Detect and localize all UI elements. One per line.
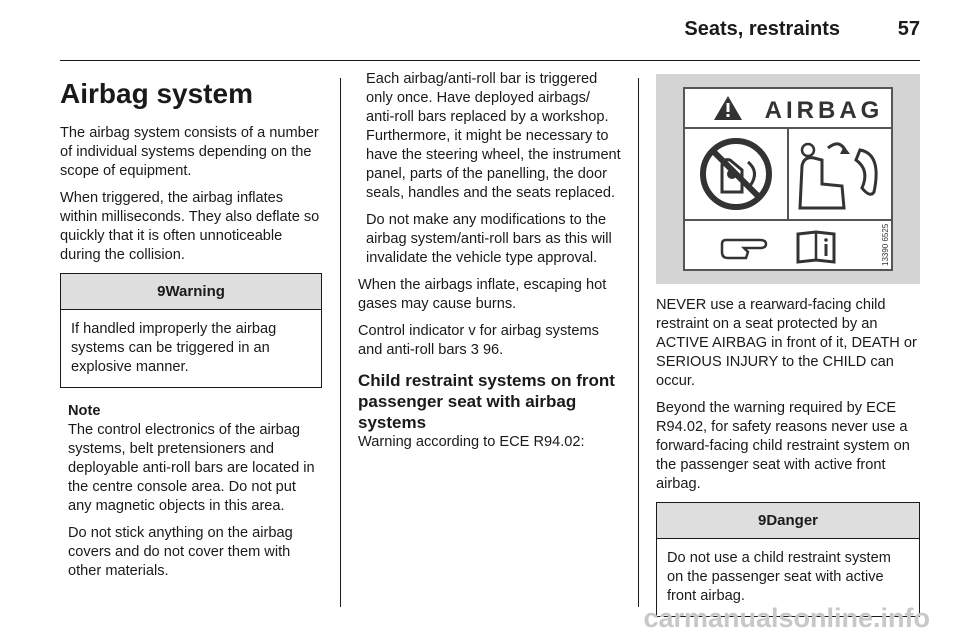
paragraph: Beyond the warning required by ECE R94.02, for safety reasons never use a forward-facing child restraint system on the passenger seat with active front airbag.	[656, 400, 910, 492]
text-run: Control indicator	[358, 323, 469, 339]
paragraph: The airbag system consists of a number of individual systems depending on the scope of equipment.	[60, 125, 319, 179]
header-rule	[60, 60, 920, 61]
column-divider-2	[638, 78, 639, 607]
warning-label: Warning	[165, 283, 225, 300]
page-reference-icon: 3	[470, 342, 479, 358]
column-divider-1	[340, 78, 341, 607]
watermark: carmanualsonline.info	[643, 603, 930, 633]
note-paragraph: Do not stick anything on the airbag covers and do not cover them with other materials.	[68, 525, 293, 579]
paragraph: When the airbags inflate, escaping hot gases may cause burns.	[358, 277, 607, 312]
column-2	[358, 70, 622, 460]
image-code: 13390 6525	[881, 223, 890, 266]
page-heading: Airbag system	[60, 78, 253, 109]
paragraph: Each airbag/anti-roll bar is triggered only once. Have deployed airbags/ anti-roll bars replaced by a workshop. Furthermore, it might be necessary to have the steering wheel, the instrument panel, parts of the panelling, the door seals, handles and the seats replaced.	[366, 71, 621, 201]
note-title: Note	[68, 403, 101, 419]
paragraph: Warning according to ECE R94.02:	[358, 434, 585, 450]
warning-header	[61, 274, 321, 310]
warning-box	[60, 273, 322, 388]
text-run: for airbag systems and anti-roll bars	[358, 323, 599, 358]
note	[60, 402, 322, 581]
paragraph: NEVER use a rearward-facing child restraint on a seat protected by an ACTIVE AIRBAG in front of it, DEATH or SERIOUS INJURY to the CHILD can occur.	[656, 297, 917, 389]
indented-block	[358, 70, 622, 268]
danger-header	[657, 503, 919, 539]
airbag-indicator-icon: v	[468, 323, 476, 339]
page-number: 57	[897, 18, 920, 40]
danger-box	[656, 502, 920, 617]
warning-text: If handled improperly the airbag systems can be triggered in an explosive manner.	[71, 321, 277, 375]
paragraph: Do not make any modifications to the airbag system/anti-roll bars as this will invalidate the vehicle type approval.	[366, 212, 612, 266]
danger-icon: 9	[757, 512, 767, 529]
airbag-warning-label-image	[656, 74, 920, 284]
warning-icon: 9	[157, 283, 166, 300]
page-reference: 96.	[478, 342, 504, 358]
page-header	[0, 0, 960, 60]
paragraph	[358, 322, 622, 360]
note-paragraph: The control electronics of the airbag systems, belt pretensioners and deployable anti-roll bars are located in the centre console area. Do not put any magnetic objects in this area.	[68, 422, 315, 514]
section-title: Seats, restraints	[684, 18, 840, 40]
column-3	[656, 70, 920, 631]
label-title: AIRBAG	[764, 97, 884, 124]
column-1	[60, 70, 322, 589]
paragraph: When triggered, the airbag inflates within milliseconds. They also deflate so quickly that it is often unnoticeable during the collision.	[60, 190, 320, 263]
danger-label: Danger	[766, 512, 819, 529]
danger-text: Do not use a child restraint system on the passenger seat with active front airbag.	[667, 550, 891, 604]
subheading: Child restraint systems on front passenger seat with airbag systems	[358, 371, 615, 432]
